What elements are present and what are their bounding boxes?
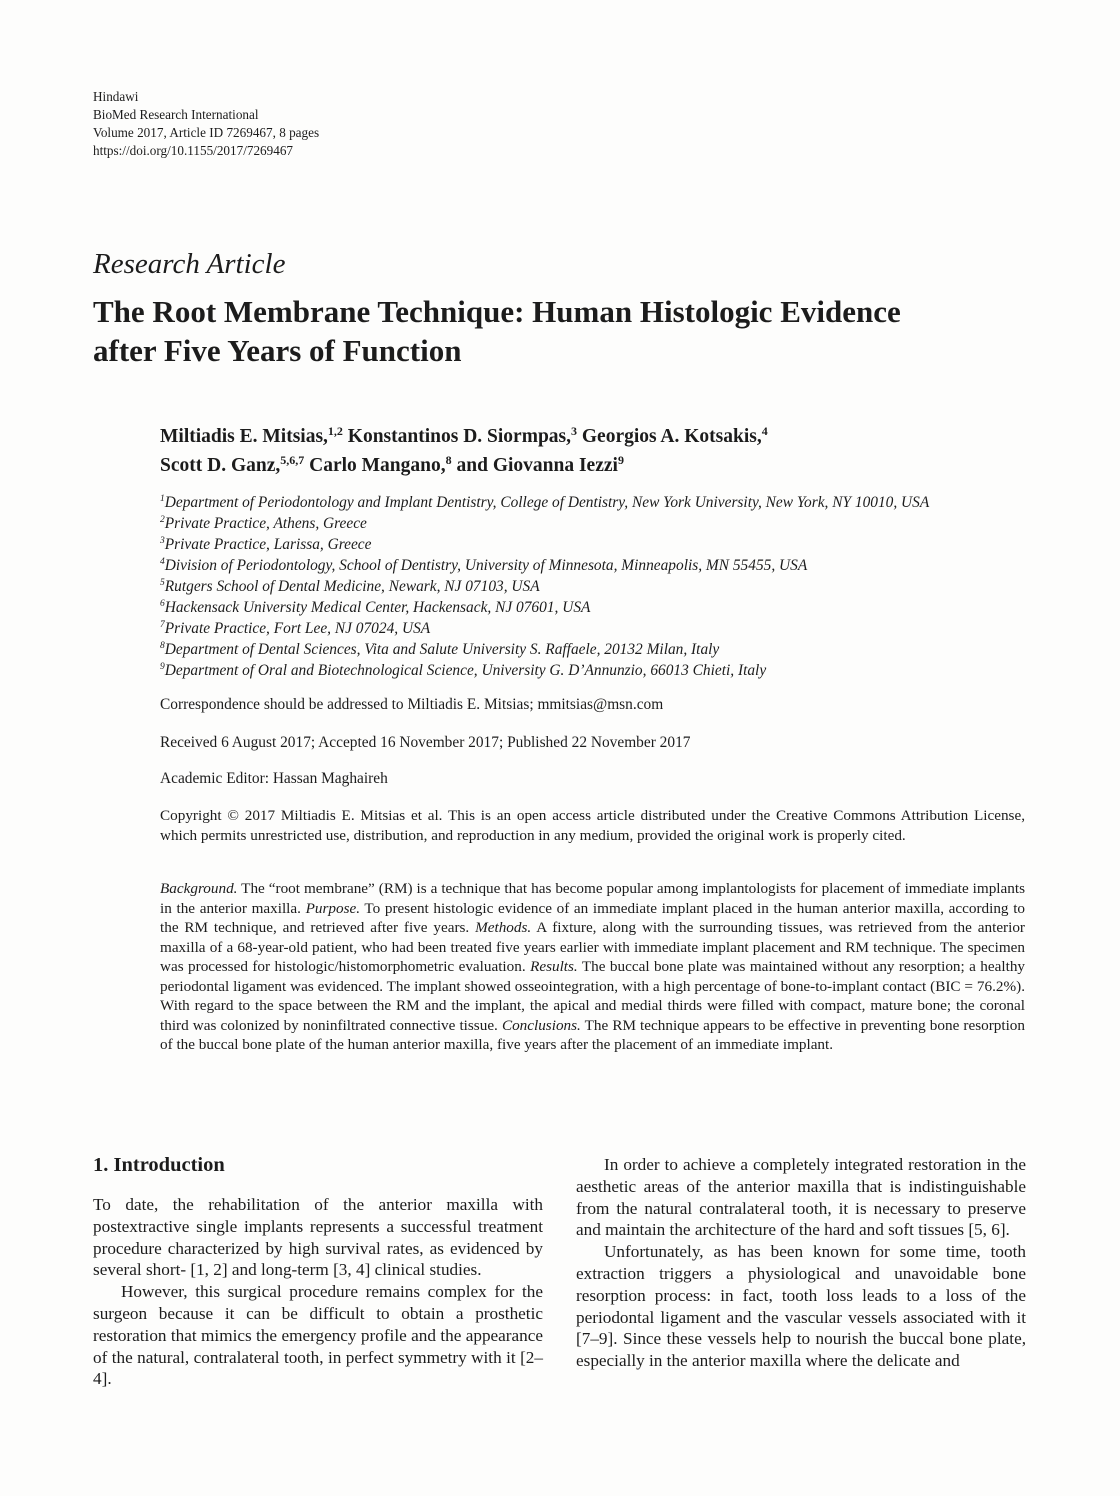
- abstract-methods: A fixture, along with the surrounding tissues, was retrieved from the anterior maxilla of a 68-year-old patient, who had been treated five years earlier with immediate implant placement and RM technique. The specimen was processed for histologic/histomorphometric evaluation.: [160, 919, 1025, 975]
- affiliation: [160, 576, 929, 597]
- affiliation-number: 6: [160, 599, 165, 609]
- copyright-notice: Copyright © 2017 Miltiadis E. Mitsias et al. This is an open access article distributed under the Creative Commons Attribution License, which permits unrestricted use, distribution, and reproduction in any medium, provided the original work is properly cited.: [160, 807, 1025, 844]
- affiliation-number: 2: [160, 515, 165, 525]
- paragraph: To date, the rehabilitation of the anterior maxilla with postextractive single implants represents a successful treatment procedure characterized by high survival rates, as evidenced by several short- [1, 2] and long-term [3, 4] clinical studies.: [93, 1195, 543, 1280]
- publisher-name: Hindawi: [93, 89, 139, 104]
- affiliation-number: 4: [160, 557, 165, 567]
- academic-editor: Academic Editor: Hassan Maghaireh: [160, 770, 388, 787]
- affiliation: [160, 639, 929, 660]
- correspondence-line: Correspondence should be addressed to Miltiadis E. Mitsias; mmitsias@msn.com: [160, 696, 664, 713]
- abstract-purpose: To present histologic evidence of an immediate implant placed in the human anterior maxilla, according to the RM technique, and retrieved after five years.: [160, 899, 1026, 936]
- affiliation-text: Rutgers School of Dental Medicine, Newark, NJ 07103, USA: [164, 578, 540, 595]
- journal-header: [93, 88, 319, 160]
- right-column: [576, 1152, 1026, 1372]
- abstract-label-background: Background.: [160, 880, 238, 897]
- affiliation-text: Department of Periodontology and Implant Dentistry, College of Dentistry, New York University, New York, NY 10010, USA: [164, 494, 930, 511]
- affiliation: [160, 660, 929, 681]
- author-list: [160, 422, 1060, 480]
- paragraph: Unfortunately, as has been known for some time, tooth extraction triggers a physiological and unavoidable bone resorption process: in fact, tooth loss leads to a loss of the periodontal ligament and the vascular vessels associated with it [7–9]. Since these vessels help to nourish the buccal bone plate, especially in the anterior maxilla where the delicate and: [576, 1242, 1026, 1371]
- author-name: and Giovanna Iezzi: [456, 455, 618, 476]
- paragraph: However, this surgical procedure remains complex for the surgeon because it can be difficult to obtain a prosthetic restoration that mimics the emergency profile and the appearance of the natural, contralateral tooth, in perfect symmetry with it [2–4].: [93, 1282, 543, 1389]
- volume-info: Volume 2017, Article ID 7269467, 8 pages: [93, 125, 320, 140]
- author-affil-sup: 9: [617, 453, 624, 467]
- affiliation-text: Division of Periodontology, School of Dentistry, University of Minnesota, Minneapolis, MN 55455, USA: [164, 557, 808, 574]
- affiliation-list: [160, 492, 929, 681]
- author-affil-sup: 3: [571, 424, 578, 438]
- abstract-label-purpose: Purpose.: [305, 899, 361, 917]
- affiliation: [160, 597, 929, 618]
- affiliation-number: 5: [160, 578, 165, 588]
- author-name: Konstantinos D. Siormpas,: [347, 426, 572, 447]
- abstract-results: The buccal bone plate was maintained without any resorption; a healthy periodontal ligament was evidenced. The implant showed osseointegration, with a high percentage of bone-to-implant contact (BIC = 76.2%). With regard to the space between the RM and the implant, the apical and medial thirds were filled with compact, mature bone; the coronal third was colonized by noninfiltrated connective tissue.: [160, 958, 1026, 1034]
- author-name: Georgios A. Kotsakis,: [581, 426, 762, 447]
- author-affil-sup: 5,6,7: [280, 453, 305, 467]
- affiliation-text: Private Practice, Fort Lee, NJ 07024, USA: [164, 620, 431, 637]
- title-line-1: The Root Membrane Technique: Human Histologic Evidence: [93, 294, 901, 329]
- affiliation: [160, 618, 929, 639]
- affiliation-text: Department of Oral and Biotechnological Science, University G. D’Annunzio, 66013 Chieti, Italy: [164, 662, 767, 679]
- author-name: Scott D. Ganz,: [160, 455, 281, 476]
- affiliation-text: Hackensack University Medical Center, Hackensack, NJ 07601, USA: [164, 599, 591, 616]
- dates-line: Received 6 August 2017; Accepted 16 November 2017; Published 22 November 2017: [160, 734, 691, 751]
- author-affil-sup: 8: [445, 453, 452, 467]
- affiliation: [160, 534, 929, 555]
- author-name: Carlo Mangano,: [309, 455, 446, 476]
- paper-title: [93, 292, 1053, 370]
- affiliation: [160, 513, 929, 534]
- abstract-background: The “root membrane” (RM) is a technique that has become popular among implantologists for placement of immediate implants in the anterior maxilla.: [160, 880, 1025, 917]
- author-name: Miltiadis E. Mitsias,: [160, 426, 328, 447]
- affiliation-number: 7: [160, 620, 165, 630]
- affiliation-number: 9: [160, 662, 165, 672]
- affiliation: [160, 555, 929, 576]
- affiliation-text: Private Practice, Athens, Greece: [164, 515, 367, 532]
- article-type: Research Article: [93, 248, 286, 280]
- author-affil-sup: 4: [761, 424, 768, 438]
- affiliation-text: Department of Dental Sciences, Vita and Salute University S. Raffaele, 20132 Milan, Italy: [164, 641, 720, 658]
- abstract-label-results: Results.: [530, 958, 578, 975]
- journal-name: BioMed Research International: [93, 107, 259, 122]
- paragraph: In order to achieve a completely integrated restoration in the aesthetic areas of the anterior maxilla that is indistinguishable from the natural contralateral tooth, it is necessary to preserve and maintain the architecture of the hard and soft tissues [5, 6].: [576, 1155, 1026, 1240]
- affiliation-number: 8: [160, 641, 165, 651]
- affiliation-number: 1: [160, 494, 165, 504]
- abstract-label-methods: Methods.: [475, 919, 532, 936]
- affiliation: [160, 492, 929, 513]
- author-affil-sup: 1,2: [327, 424, 343, 438]
- title-line-2: after Five Years of Function: [93, 333, 462, 368]
- abstract: [160, 879, 1025, 1055]
- affiliation-text: Private Practice, Larissa, Greece: [164, 536, 372, 553]
- abstract-label-conclusions: Conclusions.: [501, 1016, 581, 1034]
- abstract-conclusions: The RM technique appears to be effective in preventing bone resorption of the buccal bone plate of the human anterior maxilla, five years after the placement of an immediate implant.: [160, 1016, 1025, 1053]
- affiliation-number: 3: [160, 536, 165, 546]
- left-column: [93, 1152, 543, 1390]
- doi-link[interactable]: https://doi.org/10.1155/2017/7269467: [93, 143, 294, 158]
- section-heading: 1. Introduction: [93, 1154, 225, 1176]
